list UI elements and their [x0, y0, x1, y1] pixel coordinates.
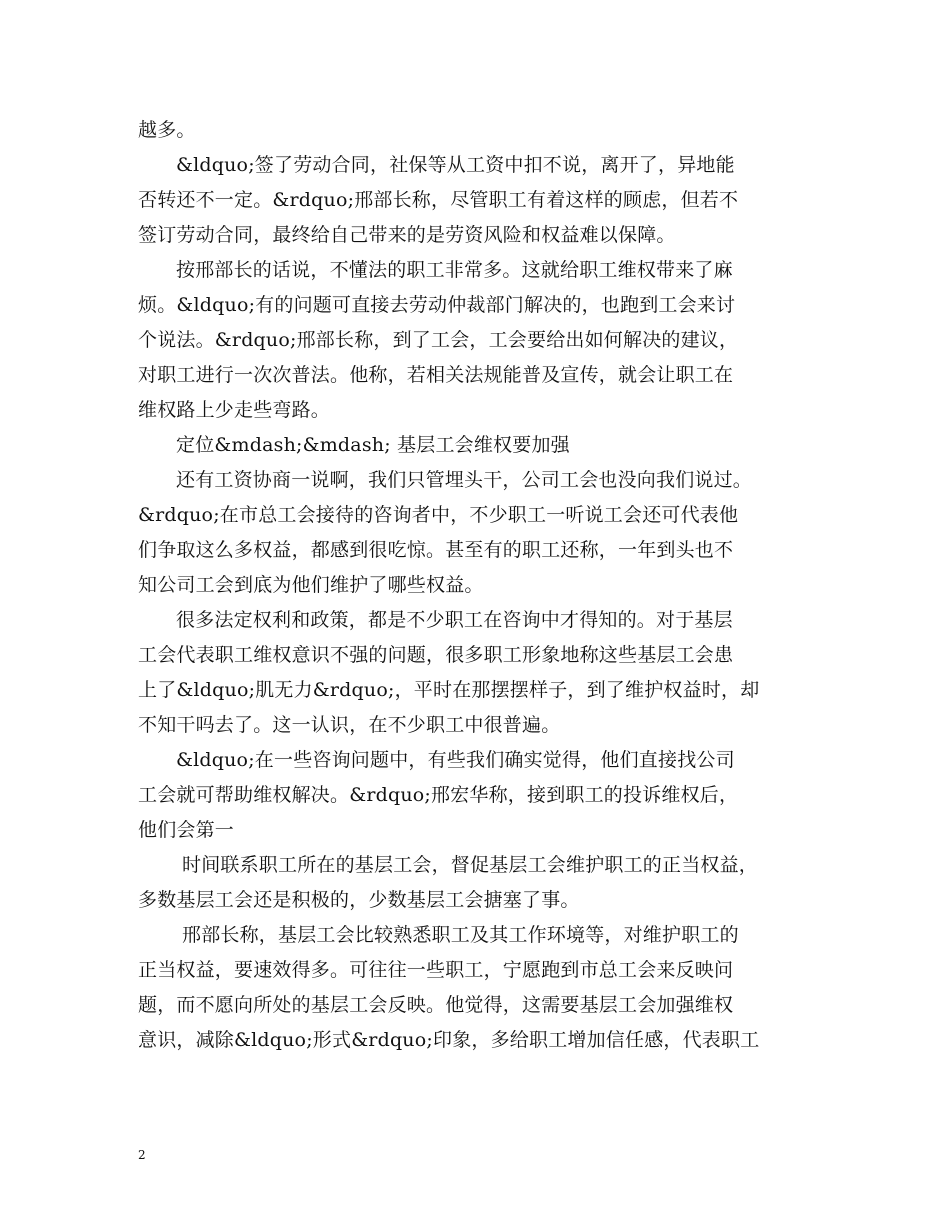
text-line: 还有工资协商一说啊，我们只管埋头干，公司工会也没向我们说过。: [176, 469, 753, 491]
text-line: &ldquo;签了劳动合同，社保等从工资中扣不说，离开了，异地能: [176, 154, 735, 176]
text-line: 多数基层工会还是积极的，少数基层工会搪塞了事。: [138, 889, 580, 911]
text-line: 按邢部长的话说，不懂法的职工非常多。这就给职工维权带来了麻: [176, 259, 733, 281]
text-line: 意识，减除&ldquo;形式&rdquo;印象，多给职工增加信任感，代表职工: [138, 1029, 760, 1051]
body-text: [138, 113, 838, 1058]
text-line: 否转还不一定。&rdquo;邢部长称，尽管职工有着这样的顾虑，但若不: [138, 189, 739, 211]
text-line: 烦。&ldquo;有的问题可直接去劳动仲裁部门解决的，也跑到工会来讨: [138, 294, 736, 316]
text-line: 签订劳动合同，最终给自己带来的是劳资风险和权益难以保障。: [138, 224, 676, 246]
text-line: 很多法定权利和政策，都是不少职工在咨询中才得知的。对于基层: [176, 609, 733, 631]
text-line: 上了&ldquo;肌无力&rdquo;，平时在那摆摆样子，到了维护权益时，却: [138, 679, 760, 701]
text-line: 工会就可帮助维权解决。&rdquo;邢宏华称，接到职工的投诉维权后，: [138, 784, 739, 806]
text-line: &ldquo;在一些咨询问题中，有些我们确实觉得，他们直接找公司: [176, 749, 735, 771]
text-line: 不知干吗去了。这一认识，在不少职工中很普遍。: [138, 714, 561, 736]
text-line: 越多。: [138, 119, 196, 141]
text-line: 题，而不愿向所处的基层工会反映。他觉得，这需要基层工会加强维权: [138, 994, 734, 1016]
page-number: 2: [138, 1148, 146, 1162]
text-line: 个说法。&rdquo;邢部长称，到了工会，工会要给出如何解决的建议，: [138, 329, 739, 351]
text-line: 对职工进行一次次普法。他称，若相关法规能普及宣传，就会让职工在: [138, 364, 734, 386]
text-line: 们争取这么多权益，都感到很吃惊。甚至有的职工还称，一年到头也不: [138, 539, 734, 561]
text-line: 他们会第一: [138, 819, 235, 841]
text-line: &rdquo;在市总工会接待的咨询者中，不少职工一听说工会还可代表他: [138, 504, 739, 526]
text-line: 正当权益，要速效得多。可往往一些职工，宁愿跑到市总工会来反映问: [138, 959, 734, 981]
text-line: 时间联系职工所在的基层工会，督促基层工会维护职工的正当权益，: [182, 854, 759, 876]
text-line: 工会代表职工维权意识不强的问题，很多职工形象地称这些基层工会患: [138, 644, 734, 666]
text-line: 知公司工会到底为他们维护了哪些权益。: [138, 574, 484, 596]
text-line: 邢部长称，基层工会比较熟悉职工及其工作环境等，对维护职工的: [182, 924, 739, 946]
text-line: 维权路上少走些弯路。: [138, 399, 331, 421]
section-heading: 定位&mdash;&mdash; 基层工会维权要加强: [176, 434, 570, 456]
